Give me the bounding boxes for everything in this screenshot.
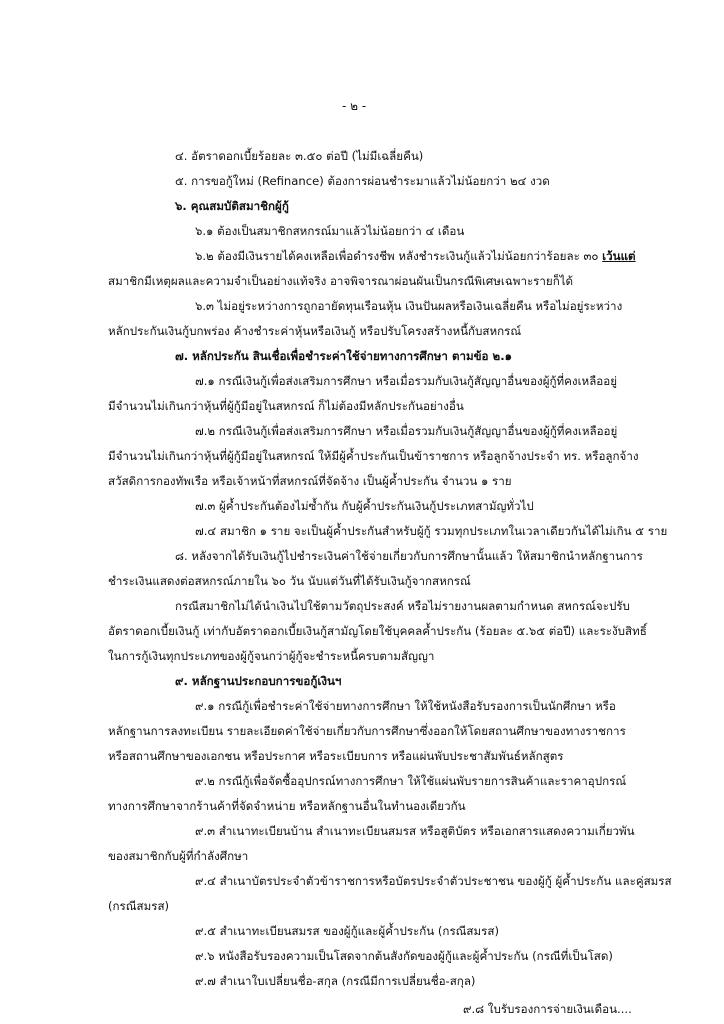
- item-7-2-cont-2: สวัสดิการกองทัพเรือ หรือเจ้าหน้าที่สหกรณ์ที่จัดจ้าง เป็นผู้ค้ำประกัน จำนวน ๑ ราย: [108, 474, 512, 488]
- item-6-2-emphasis: เว้นแต่: [602, 249, 636, 263]
- item-6-2-text: ๖.๒ ต้องมีเงินรายได้คงเหลือเพื่อดำรงชีพ หลังชำระเงินกู้แล้วไม่น้อยกว่าร้อยละ ๓๐: [195, 249, 599, 263]
- footer-continuation: ๙.๘ ใบรับรองการจ่ายเงินเดือน....: [463, 1002, 632, 1016]
- item-9-1: ๙.๑ กรณีกู้เพื่อชำระค่าใช้จ่ายทางการศึกษา ให้ใช้หนังสือรับรองการเป็นนักศึกษา หรือ: [195, 699, 616, 713]
- item-9-3-cont: ของสมาชิกกับผู้ที่กำลังศึกษา: [108, 849, 249, 863]
- item-6-2: [195, 251, 636, 263]
- item-8-penalty-cont-1: อัตราดอกเบี้ยเงินกู้ เท่ากับอัตราดอกเบี้ยเงินกู้สามัญโดยใช้บุคคลค้ำประกัน (ร้อยละ ๕.๖๕ ต่อปี) และระงับสิทธิ์: [108, 624, 647, 638]
- item-9-2: ๙.๒ กรณีกู้เพื่อจัดซื้ออุปกรณ์ทางการศึกษา ให้ใช้แผ่นพับรายการสินค้าและราคาอุปกรณ์: [195, 774, 627, 788]
- heading-7-collateral: ๗. หลักประกัน สินเชื่อเพื่อชำระค่าใช้จ่ายทางการศึกษา ตามข้อ ๒.๑: [175, 349, 512, 363]
- item-6-2-cont: สมาชิกมีเหตุผลและความจำเป็นอย่างแท้จริง อาจพิจารณาผ่อนผันเป็นกรณีพิเศษเฉพาะรายก็ได้: [108, 274, 574, 288]
- item-7-1: ๗.๑ กรณีเงินกู้เพื่อส่งเสริมการศึกษา หรือเมื่อรวมกับเงินกู้สัญญาอื่นของผู้กู้ที่คงเหลืออยู่: [195, 374, 618, 388]
- item-9-2-cont: ทางการศึกษาจากร้านค้าที่จัดจำหน่าย หรือหลักฐานอื่นในทำนองเดียวกัน: [108, 799, 466, 813]
- item-7-4: ๗.๔ สมาชิก ๑ ราย จะเป็นผู้ค้ำประกันสำหรับผู้กู้ รวมทุกประเภทในเวลาเดียวกันได้ไม่เกิน ๕ ราย: [195, 524, 668, 538]
- item-9-1-cont-1: หลักฐานการลงทะเบียน รายละเอียดค่าใช้จ่ายเกี่ยวกับการศึกษาซึ่งออกให้โดยสถานศึกษาของทางราชการ: [108, 724, 626, 738]
- item-8-penalty: กรณีสมาชิกไม่ได้นำเงินไปใช้ตามวัตถุประสงค์ หรือไม่รายงานผลตามกำหนด สหกรณ์จะปรับ: [175, 599, 630, 613]
- item-9-1-cont-2: หรือสถานศึกษาของเอกชน หรือประกาศ หรือระเบียบการ หรือแผ่นพับประชาสัมพันธ์หลักสูตร: [108, 749, 564, 763]
- item-8-penalty-cont-2: ในการกู้เงินทุกประเภทของผู้กู้จนกว่าผู้กู้จะชำระหนี้ครบตามสัญญา: [108, 649, 435, 663]
- item-9-5: ๙.๕ สำเนาทะเบียนสมรส ของผู้กู้และผู้ค้ำประกัน (กรณีสมรส): [195, 924, 499, 938]
- item-7-2-cont-1: มีจำนวนไม่เกินกว่าหุ้นที่ผู้กู้มีอยู่ในสหกรณ์ ให้มีผู้ค้ำประกันเป็นข้าราชการ หรือลูกจ้างประจำ ทร. หรือลูกจ้าง: [108, 449, 639, 463]
- item-9-7: ๙.๗ สำเนาใบเปลี่ยนชื่อ-สกุล (กรณีมีการเปลี่ยนชื่อ-สกุล): [195, 974, 476, 988]
- item-6-1: ๖.๑ ต้องเป็นสมาชิกสหกรณ์มาแล้วไม่น้อยกว่า ๔ เดือน: [195, 224, 465, 238]
- item-8-cont: ชำระเงินแสดงต่อสหกรณ์ภายใน ๖๐ วัน นับแต่วันที่ได้รับเงินกู้จากสหกรณ์: [108, 574, 471, 588]
- item-9-6: ๙.๖ หนังสือรับรองความเป็นโสดจากต้นสังกัดของผู้กู้และผู้ค้ำประกัน (กรณีที่เป็นโสด): [195, 949, 613, 963]
- heading-6-borrower-qualifications: ๖. คุณสมบัติสมาชิกผู้กู้: [175, 199, 289, 213]
- item-9-3: ๙.๓ สำเนาทะเบียนบ้าน สำเนาทะเบียนสมรส หรือสูติบัตร หรือเอกสารแสดงความเกี่ยวพัน: [195, 824, 635, 838]
- item-7-1-cont: มีจำนวนไม่เกินกว่าหุ้นที่ผู้กู้มีอยู่ในสหกรณ์ ก็ไม่ต้องมีหลักประกันอย่างอื่น: [108, 399, 464, 413]
- item-8: ๘. หลังจากได้รับเงินกู้ไปชำระเงินค่าใช้จ่ายเกี่ยวกับการศึกษานั้นแล้ว ให้สมาชิกนำหลักฐานการ: [175, 549, 643, 563]
- heading-9-loan-documents: ๙. หลักฐานประกอบการขอกู้เงินฯ: [175, 674, 342, 688]
- item-9-4: ๙.๔ สำเนาบัตรประจำตัวข้าราชการหรือบัตรประจำตัวประชาชน ของผู้กู้ ผู้ค้ำประกัน และคู่สมรส: [195, 874, 672, 888]
- item-5-refinance: ๕. การขอกู้ใหม่ (Refinance) ต้องการผ่อนชำระมาแล้วไม่น้อยกว่า ๒๔ งวด: [175, 174, 550, 188]
- item-7-3: ๗.๓ ผู้ค้ำประกันต้องไม่ซ้ำกัน กับผู้ค้ำประกันเงินกู้ประเภทสามัญทั่วไป: [195, 499, 534, 513]
- item-9-4-cont: (กรณีสมรส): [108, 899, 170, 913]
- item-7-2: ๗.๒ กรณีเงินกู้เพื่อส่งเสริมการศึกษา หรือเมื่อรวมกับเงินกู้สัญญาอื่นของผู้กู้ที่คงเหลืออยู่: [195, 424, 618, 438]
- item-6-3: ๖.๓ ไม่อยู่ระหว่างการถูกอายัดทุนเรือนหุ้น เงินปันผลหรือเงินเฉลี่ยคืน หรือไม่อยู่ระหว่าง: [195, 299, 623, 313]
- item-6-3-cont: หลักประกันเงินกู้บกพร่อง ค้างชำระค่าหุ้นหรือเงินกู้ หรือปรับโครงสร้างหนี้กับสหกรณ์: [108, 324, 522, 338]
- page-number: - ๒ -: [342, 99, 367, 113]
- item-4-interest-rate: ๔. อัตราดอกเบี้ยร้อยละ ๓.๕๐ ต่อปี (ไม่มีเฉลี่ยคืน): [175, 149, 424, 163]
